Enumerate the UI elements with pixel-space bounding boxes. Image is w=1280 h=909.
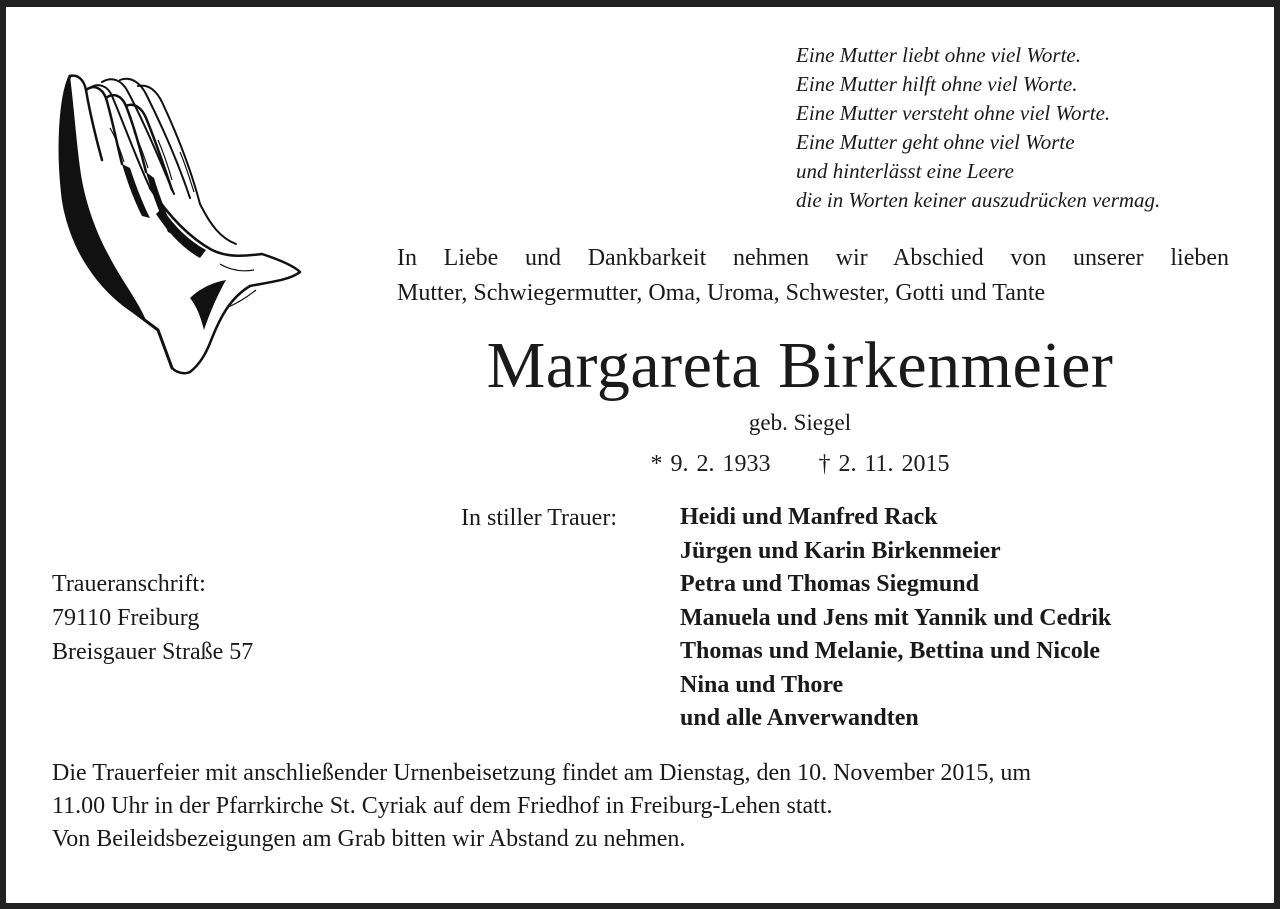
birth-date: * 9. 2. 1933	[650, 451, 771, 477]
poem	[796, 41, 1160, 215]
address-label: Traueranschrift:	[52, 571, 206, 597]
notice-line: 11.00 Uhr in der Pfarrkirche St. Cyriak auf dem Friedhof in Freiburg-Lehen statt.	[52, 793, 833, 819]
funeral-notice	[52, 757, 1031, 856]
notice-line: Die Trauerfeier mit anschließender Urnenbeisetzung findet am Dienstag, den 10. November 2015, um	[52, 760, 1032, 786]
poem-line: Eine Mutter versteht ohne viel Worte.	[796, 101, 1111, 125]
address-city: 79110 Freiburg	[52, 605, 200, 631]
mourner-entry: Nina und Thore	[680, 671, 844, 698]
mourning-address	[52, 567, 253, 669]
born-name: geb. Siegel	[748, 410, 852, 435]
mourner-entry: Petra und Thomas Siegmund	[680, 571, 979, 597]
poem-line: die in Worten keiner auszudrücken vermag.	[796, 188, 1161, 212]
mourner-entry: Thomas und Melanie, Bettina und Nicole	[680, 638, 1101, 664]
mourner-entry: und alle Anverwandten	[680, 705, 919, 731]
poem-line: und hinterlässt eine Leere	[796, 159, 1014, 183]
poem-line: Eine Mutter geht ohne viel Worte	[796, 130, 1075, 154]
deceased-name: Margareta Birkenmeier	[486, 329, 1114, 402]
mourner-entry: Manuela und Jens mit Yannik und Cedrik	[680, 604, 1112, 631]
address-street: Breisgauer Straße 57	[52, 639, 254, 665]
intro-line-1: In Liebe und Dankbarkeit nehmen wir Abschied von unserer lieben	[397, 245, 1229, 271]
intro-line-2: Mutter, Schwiegermutter, Oma, Uroma, Schwester, Gotti und Tante	[397, 280, 1046, 306]
intro-text	[397, 241, 1229, 311]
mourners-list	[680, 501, 1111, 736]
notice-line: Von Beileidsbezeigungen am Grab bitten wir Abstand zu nehmen.	[52, 826, 686, 852]
poem-line: Eine Mutter liebt ohne viel Worte.	[796, 43, 1081, 67]
death-date: † 2. 11. 2015	[818, 451, 950, 477]
mourner-entry: Jürgen und Karin Birkenmeier	[680, 537, 1001, 564]
life-dates	[330, 447, 1270, 481]
mourner-entry: Heidi und Manfred Rack	[680, 504, 938, 530]
poem-line: Eine Mutter hilft ohne viel Worte.	[796, 72, 1078, 96]
mourning-label: In stiller Trauer:	[461, 505, 617, 531]
praying-hands-icon	[50, 68, 308, 380]
